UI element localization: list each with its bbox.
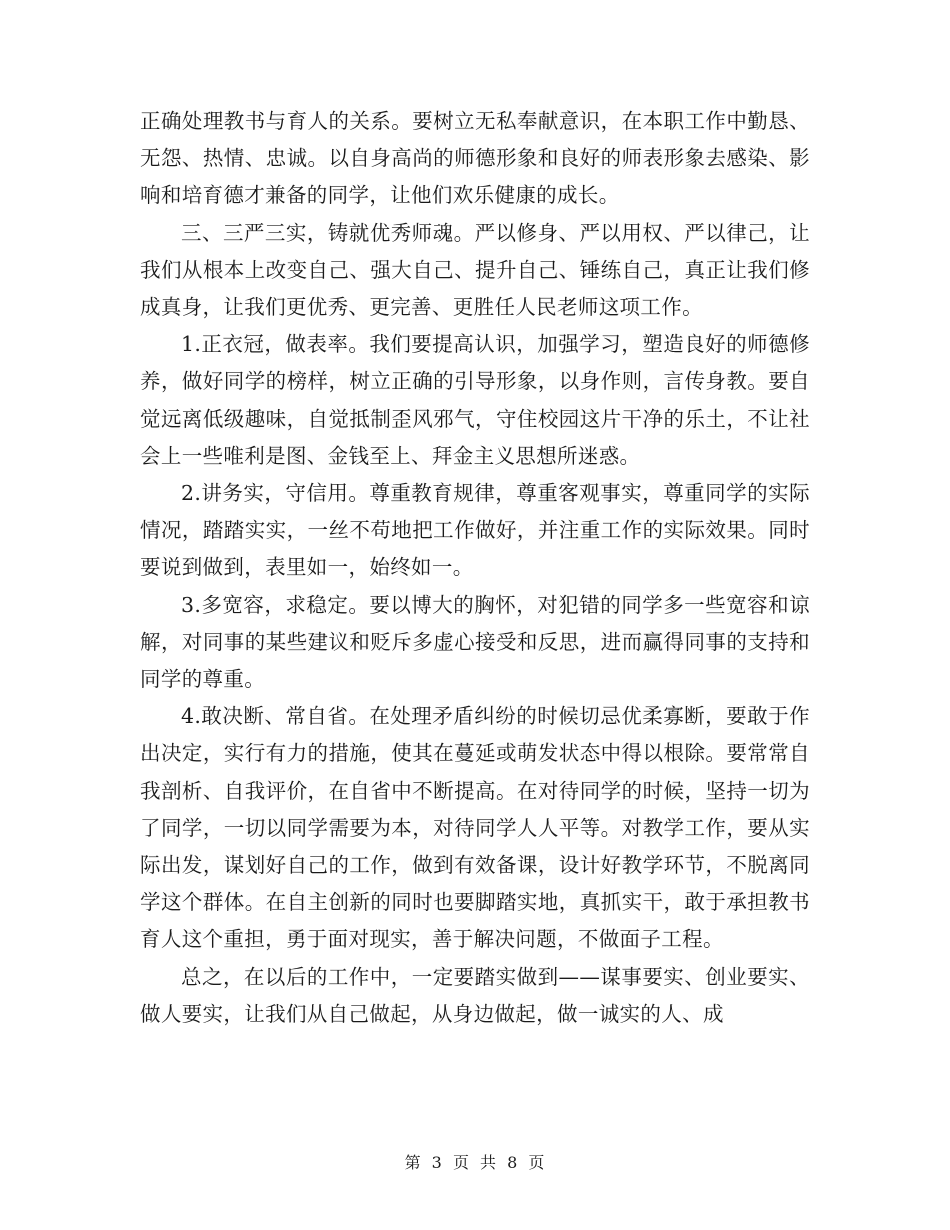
paragraph-1: 正确处理教书与育人的关系。要树立无私奉献意识，在本职工作中勤恳、无怨、热情、忠诚。以自身高尚的师德形象和良好的师表形象去感染、影响和培育德才兼备的同学，让他们欢乐健康的成长。 — [140, 109, 810, 208]
page-number-footer: 第 3 页 共 8 页 — [404, 1153, 546, 1172]
paragraph-2: 三、三严三实，铸就优秀师魂。严以修身、严以用权、严以律己，让我们从根本上改变自己、强大自己、提升自己、锤练自己，真正让我们修成真身，让我们更优秀、更完善、更胜任人民老师这项工作。 — [140, 220, 810, 320]
paragraph-6: 4.敢决断、常自省。在处理矛盾纠纷的时候切忌优柔寡断，要敢于作出决定，实行有力的措施，使其在蔓延或萌发状态中得以根除。要常常自我剖析、自我评价，在自省中不断提高。在对待同学的时候，坚持一切为了同学，一切以同学需要为本，对待同学人人平等。对教学工作，要从实际出发，谋划好自己的工作，做到有效备课，设计好教学环节，不脱离同学这个群体。在自主创新的同时也要脚踏实地，真抓实干，敢于承担教书育人这个重担，勇于面对现实，善于解决问题，不做面子工程。 — [140, 704, 810, 952]
paragraph-7: 总之，在以后的工作中，一定要踏实做到——谋事要实、创业要实、做人要实，让我们从自己做起，从身边做起，做一诚实的人、成 — [140, 964, 810, 1026]
paragraph-5: 3.多宽容，求稳定。要以博大的胸怀，对犯错的同学多一些宽容和谅解，对同事的某些建议和贬斥多虚心接受和反思，进而赢得同事的支持和同学的尊重。 — [140, 592, 810, 692]
document-body — [140, 103, 810, 1033]
paragraph-3: 1.正衣冠，做表率。我们要提高认识，加强学习，塑造良好的师德修养，做好同学的榜样，树立正确的引导形象，以身作则，言传身教。要自觉远离低级趣味，自觉抵制歪风邪气，守住校园这片干净的乐土，不让社会上一些唯利是图、金钱至上、拜金主义思想所迷惑。 — [140, 332, 810, 468]
paragraph-4: 2.讲务实，守信用。尊重教育规律，尊重客观事实，尊重同学的实际情况，踏踏实实，一丝不苟地把工作做好，并注重工作的实际效果。同时要说到做到，表里如一，始终如一。 — [140, 481, 810, 580]
